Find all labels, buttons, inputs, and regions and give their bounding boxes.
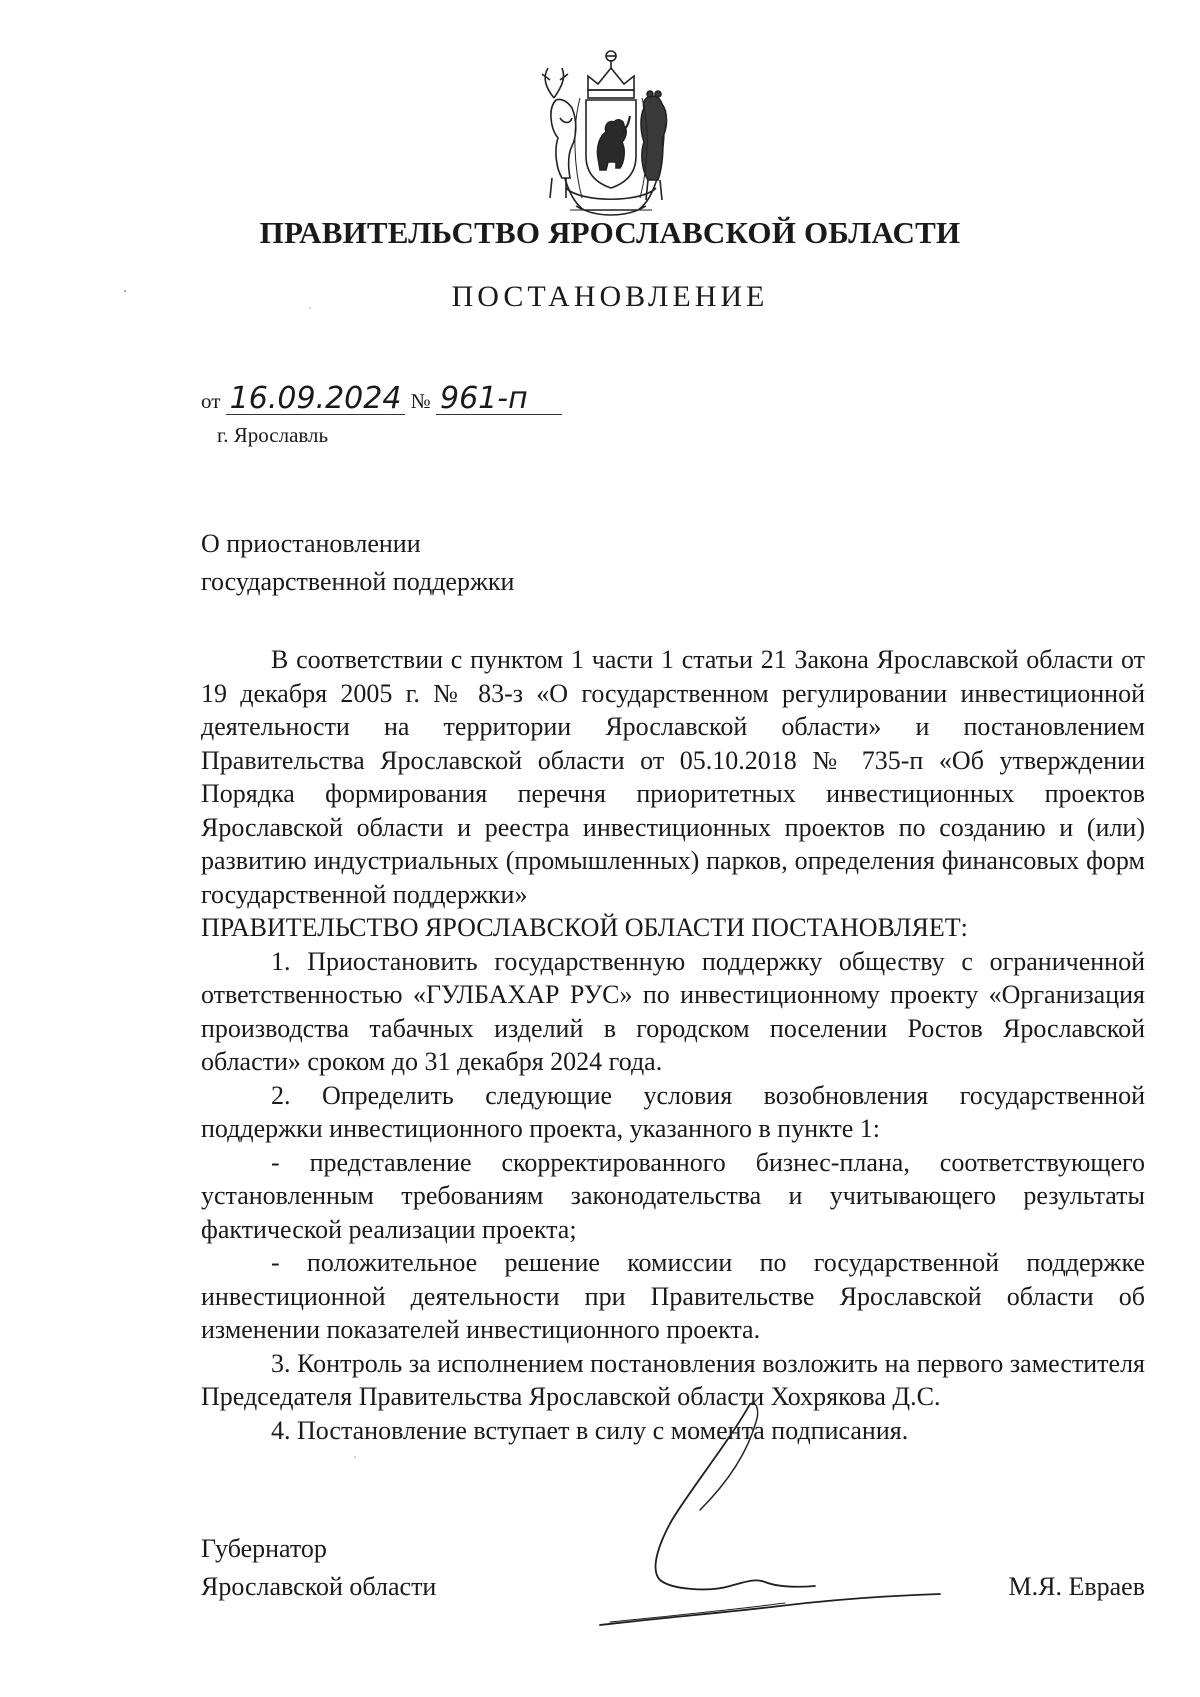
item-2-paragraph: 2. Определить следующие условия возобновления государственной поддержки инвестиционного проекта, указанного в пункте 1: [201, 1080, 1145, 1143]
signatory-name: М.Я. Евраев [1008, 1572, 1145, 1601]
decree-line: ПРАВИТЕЛЬСТВО ЯРОСЛАВСКОЙ ОБЛАСТИ ПОСТАНОВЛЯЕТ: [201, 913, 968, 942]
position-line-2: Ярославской области [201, 1572, 437, 1601]
item-2-condition-2: - положительное решение комиссии по государственной поддержке инвестиционной деятельности при Правительстве Ярославской области об изменении показателей инвестиционного проекта. [201, 1248, 1145, 1344]
preamble-paragraph: В соответствии с пунктом 1 части 1 статьи 21 Закона Ярославской области от 19 декабря 2005 г. № 83-з «О государственном регулировании инвестиционной деятельности на территории Ярославской области» и постановлением Правительства Ярославской области от 05.10.2018 № 735-п «Об утверждении Порядка формирования перечня приоритетных инвестиционных проектов Ярославской области и реестра инвестиционных проектов по созданию и (или) развитию индустриальных (промышленных) парков, определения финансовых форм государственной поддержки» [201, 645, 1145, 909]
item-3-paragraph: 3. Контроль за исполнением постановления возложить на первого заместителя Председателя Правительства Ярославской области Хохрякова Д.С. [201, 1348, 1145, 1411]
item-1-paragraph: 1. Приостановить государственную поддержку обществу с ограниченной ответственностью «ГУЛБАХАР РУС» по инвестиционному проекту «Организация производства табачных изделий в городском поселении Ростов Ярославской области» сроком до 31 декабря 2024 года. [201, 946, 1145, 1076]
document-body [201, 643, 1145, 1447]
number-prefix: № [410, 389, 431, 413]
signatory-position [201, 1530, 436, 1606]
city: г. Ярославль [217, 423, 329, 447]
subject-line-1: О приостановлении [201, 529, 421, 558]
document-type: ПОСТАНОВЛЕНИЕ [451, 280, 769, 313]
handwritten-signature-icon [580, 1400, 1000, 1630]
item-4-paragraph: 4. Постановление вступает в силу с момента подписания. [271, 1415, 909, 1445]
document-date: 16.09.2024 [226, 384, 406, 415]
date-prefix: от [201, 389, 221, 413]
position-line-1: Губернатор [201, 1534, 327, 1563]
document-subject [201, 525, 514, 601]
coat-of-arms-icon [536, 38, 686, 228]
date-number-line [201, 381, 562, 416]
item-2-condition-1: - представление скорректированного бизнес-плана, соответствующего установленным требованиям законодательства и учитывающего результаты фактической реализации проекта; [201, 1147, 1145, 1244]
organization-title: ПРАВИТЕЛЬСТВО ЯРОСЛАВСКОЙ ОБЛАСТИ [259, 215, 961, 250]
document-number: 961-п [436, 384, 562, 415]
subject-line-2: государственной поддержки [201, 567, 515, 596]
